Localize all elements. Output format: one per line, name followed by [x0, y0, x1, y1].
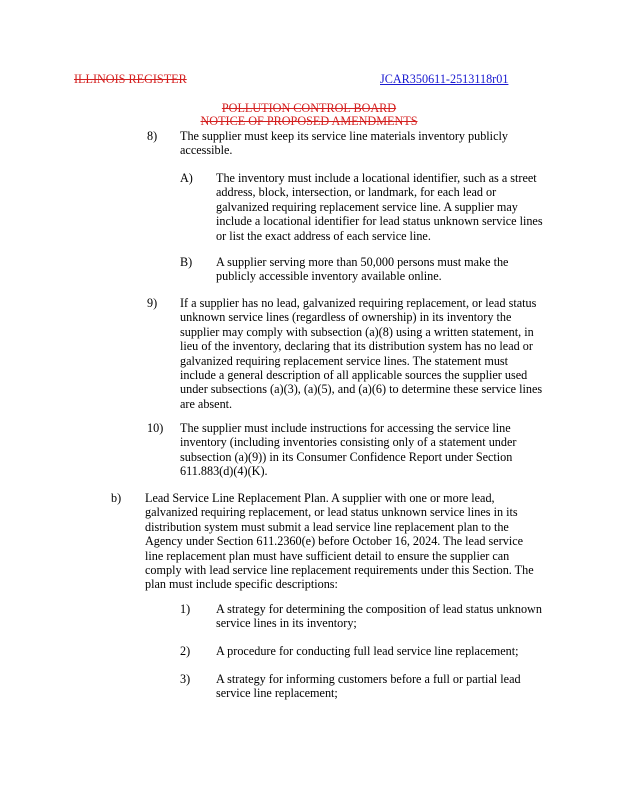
list-item — [216, 672, 606, 701]
text-line: A procedure for conducting full lead service line replacement; — [216, 644, 519, 658]
list-item — [180, 296, 605, 411]
list-item — [145, 491, 605, 592]
text-line: A strategy for determining the composition of lead status unknown — [216, 602, 542, 616]
item-number: 3) — [180, 672, 191, 686]
notice-title: NOTICE OF PROPOSED AMENDMENTS — [200, 114, 418, 128]
document-id: JCAR350611-2513118r01 — [380, 72, 509, 86]
list-item — [180, 129, 600, 158]
agency-title: POLLUTION CONTROL BOARD — [221, 101, 397, 115]
list-item — [216, 255, 606, 284]
item-number: 8) — [147, 129, 158, 143]
text-line: subsection (a)(9)) in its Consumer Confidence Report under Section — [180, 449, 513, 464]
text-line: A supplier serving more than 50,000 persons must make the — [216, 255, 509, 269]
text-line: or list the exact address of each service line. — [216, 228, 431, 243]
text-line: galvanized requiring replacement, or lead status unknown service lines in its — [145, 505, 518, 520]
text-line: publicly accessible inventory available online. — [216, 269, 442, 284]
item-number: b) — [111, 491, 122, 505]
text-line: The supplier must include instructions for accessing the service line — [180, 421, 511, 435]
item-number: B) — [180, 255, 193, 269]
item-number: 1) — [180, 602, 191, 616]
text-line: A strategy for informing customers before a full or partial lead — [216, 672, 521, 686]
text-line: galvanized requiring replacement service line. A supplier may — [216, 199, 518, 214]
text-line: The supplier must keep its service line materials inventory publicly — [180, 129, 508, 143]
text-line: unknown service lines (regardless of ownership) in its inventory the — [180, 310, 512, 325]
list-item — [216, 171, 606, 243]
text-line: lieu of the inventory, declaring that its distribution system has no lead or — [180, 339, 533, 354]
text-line: inventory (including inventories consisting only of a statement under — [180, 435, 517, 450]
text-line: The inventory must include a locational identifier, such as a street — [216, 171, 537, 185]
text-line: 611.883(d)(4)(K). — [180, 464, 268, 479]
text-line: address, block, intersection, or landmark, for each lead or — [216, 185, 497, 200]
list-item — [216, 644, 606, 658]
text-line: under subsections (a)(3), (a)(5), and (a)(6) to determine these service lines — [180, 382, 543, 397]
register-name: ILLINOIS REGISTER — [74, 72, 187, 86]
list-item — [180, 421, 600, 479]
text-line: comply with lead service line replacement requirements under this Section. The — [145, 563, 534, 578]
text-line: supplier may comply with subsection (a)(8) using a written statement, in — [180, 324, 534, 339]
text-line: include a locational identifier for lead status unknown service lines — [216, 214, 543, 229]
text-line: include a general description of all applicable sources the supplier used — [180, 368, 528, 383]
text-line: accessible. — [180, 143, 233, 158]
text-line: Agency under Section 611.2360(e) before October 16, 2024. The lead service — [145, 534, 524, 549]
text-line: service lines in its inventory; — [216, 616, 357, 631]
item-number: A) — [180, 171, 193, 185]
item-number: 10) — [147, 421, 164, 435]
text-line: plan must include specific descriptions: — [145, 577, 338, 592]
item-number: 9) — [147, 296, 158, 310]
text-line: If a supplier has no lead, galvanized requiring replacement, or lead status — [180, 296, 537, 310]
text-line: line replacement plan must have sufficient detail to ensure the supplier can — [145, 548, 510, 563]
item-number: 2) — [180, 644, 191, 658]
text-line: galvanized requiring replacement service lines. The statement must — [180, 353, 509, 368]
text-line: service line replacement; — [216, 686, 338, 701]
text-line: Lead Service Line Replacement Plan. A supplier with one or more lead, — [145, 491, 495, 505]
text-line: are absent. — [180, 396, 233, 411]
text-line: distribution system must submit a lead service line replacement plan to the — [145, 519, 509, 534]
list-item — [216, 602, 606, 631]
